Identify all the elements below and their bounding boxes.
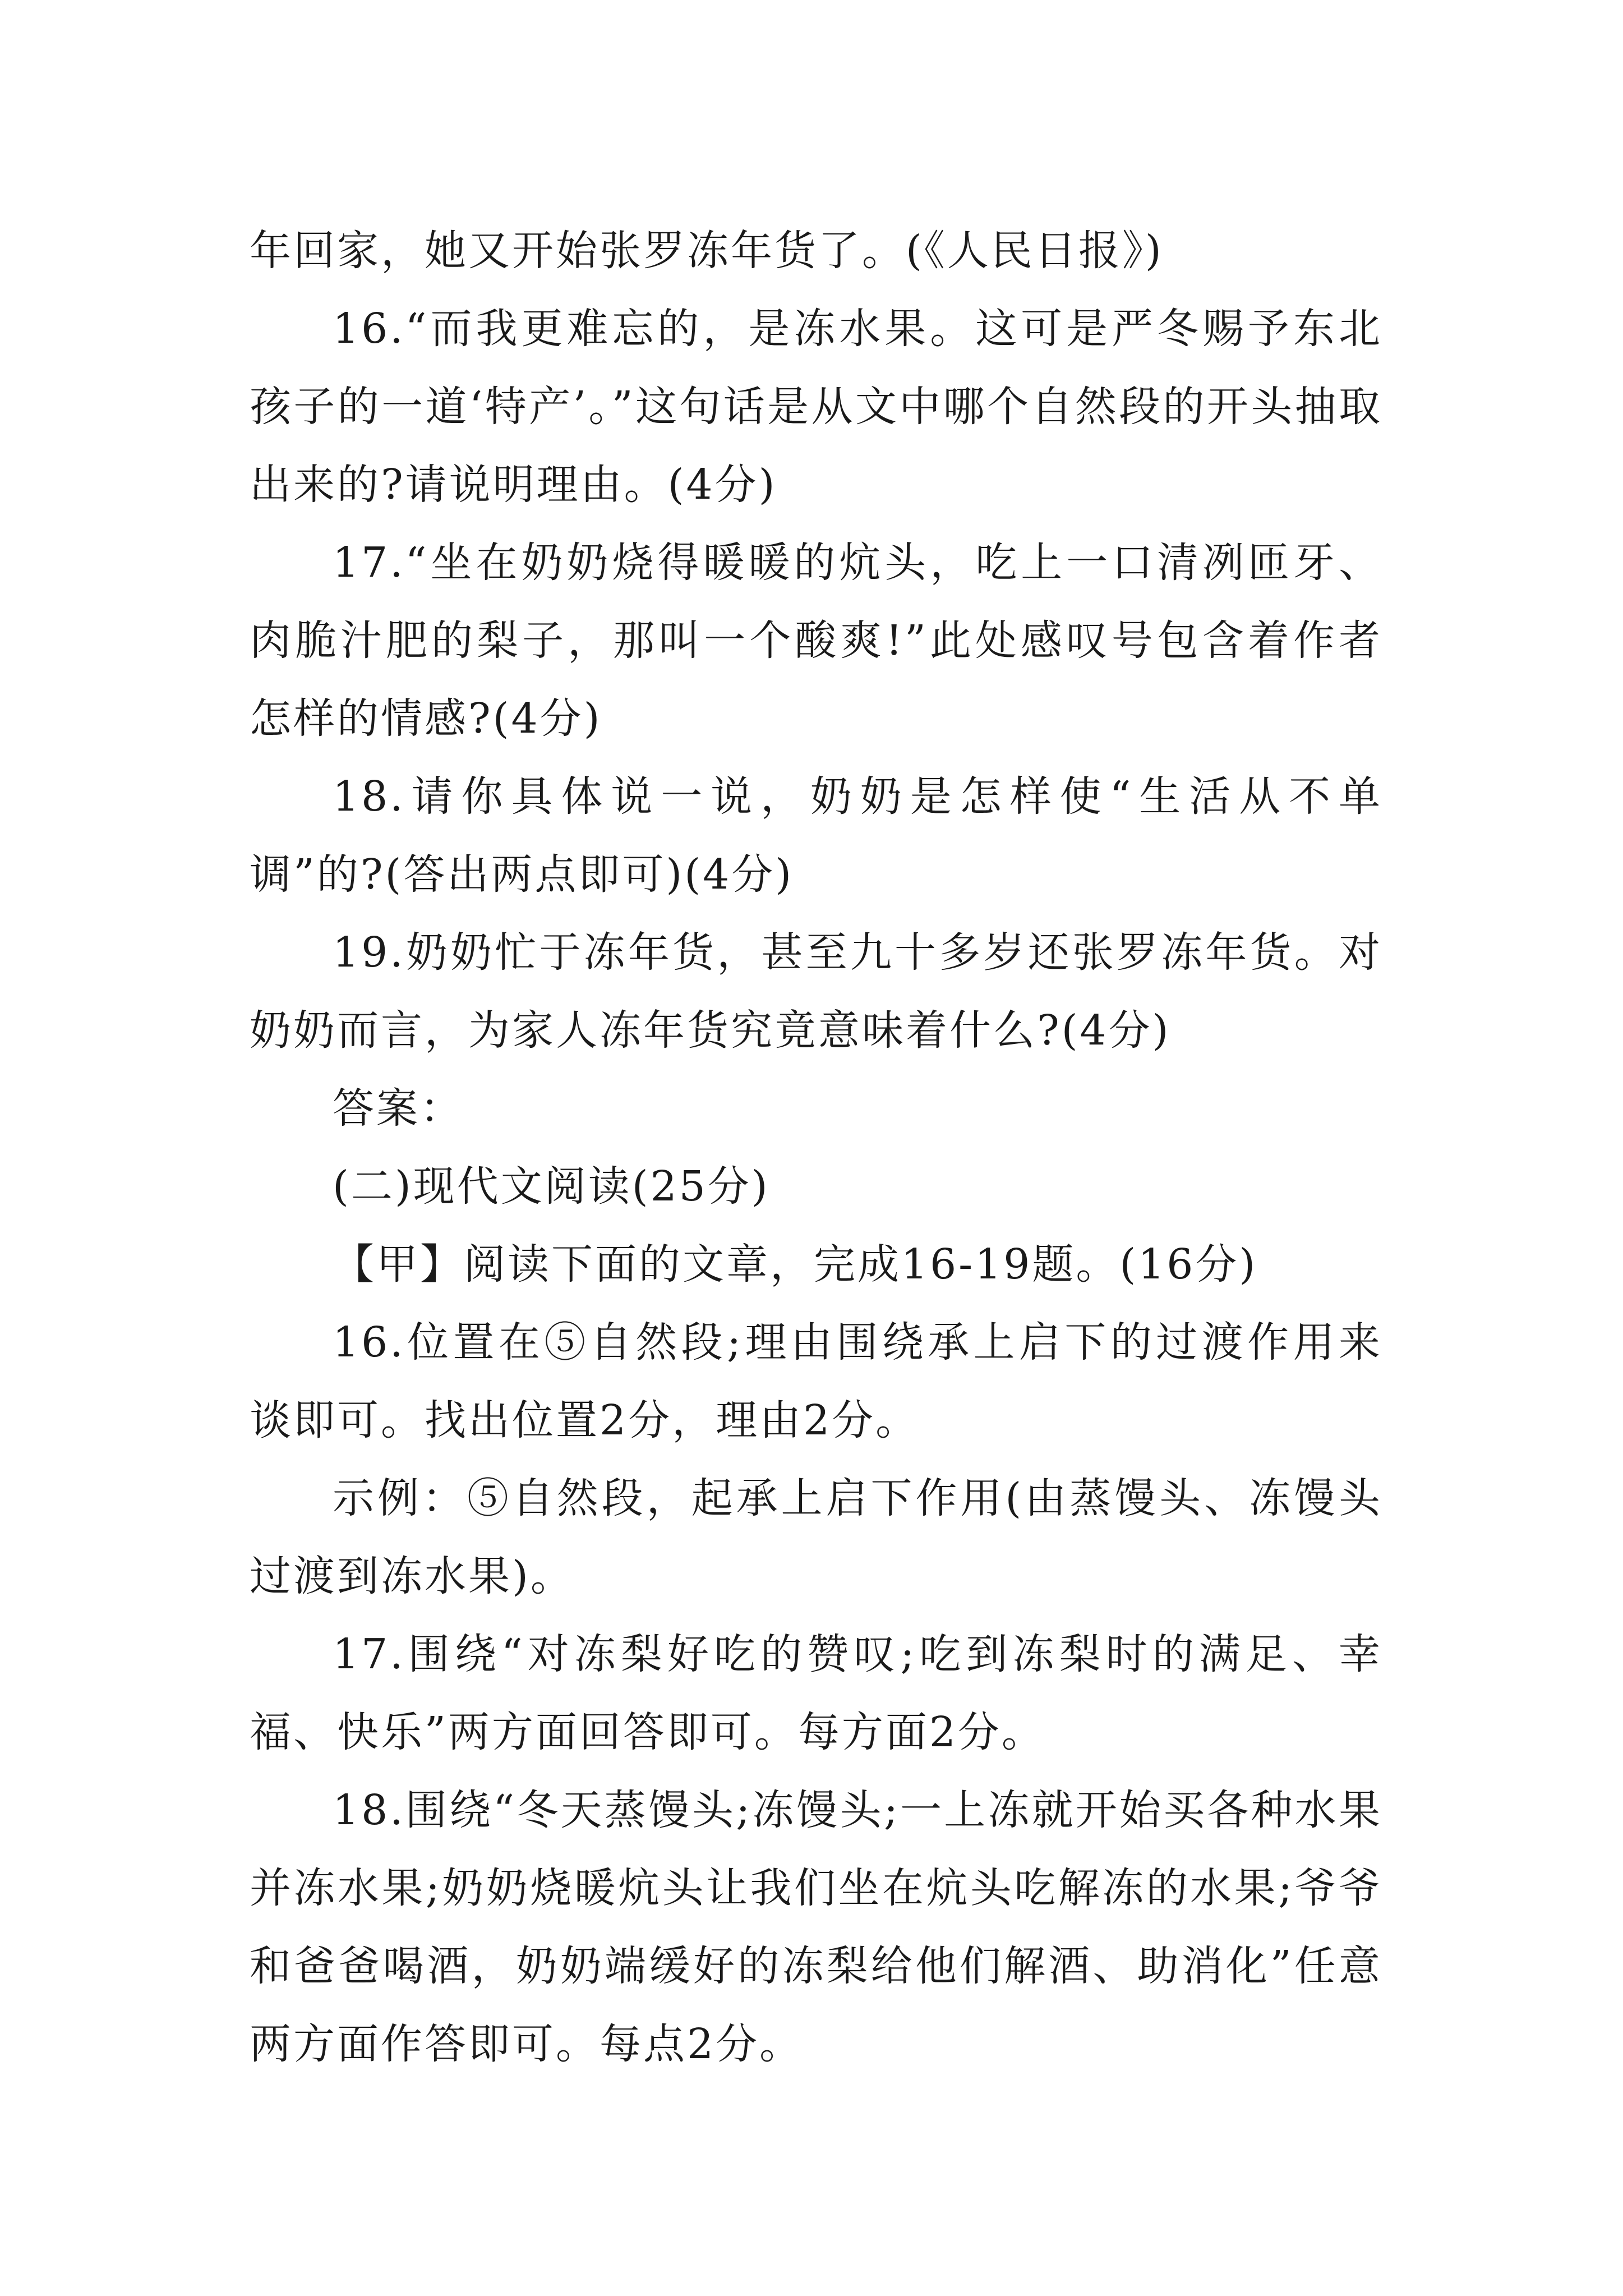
answer-heading: 答案： [333, 1084, 464, 1133]
paragraph-continuation: 年回家，她又开始张罗冻年货了。(《人民日报》) [250, 227, 1164, 275]
document-body [250, 212, 1382, 2083]
question-16: 16.“而我更难忘的，是冻水果。这可是严冬赐予东北孩子的一道‘特产’。”这句话是从文中哪个自然段的开头抽取出来的?请说明理由。(4分) [250, 305, 1382, 509]
question-17: 17.“坐在奶奶烧得暖暖的炕头，吃上一口清冽匝牙、肉脆汁肥的梨子，那叫一个酸爽!”此处感叹号包含着作者怎样的情感?(4分) [250, 539, 1382, 743]
answer-18: 18.围绕“冬天蒸馒头;冻馒头;一上冻就开始买各种水果并冻水果;奶奶烧暖炕头让我们坐在炕头吃解冻的水果;爷爷和爸爸喝酒，奶奶端缓好的冻梨给他们解酒、助消化”任意两方面作答即可。每点2分。 [250, 1786, 1382, 2068]
section-heading: (二)现代文阅读(25分) [333, 1162, 770, 1211]
question-19: 19.奶奶忙于冻年货，甚至九十多岁还张罗冻年货。对奶奶而言，为家人冻年货究竟意味着什么?(4分) [250, 928, 1382, 1055]
answer-17: 17.围绕“对冻梨好吃的赞叹;吃到冻梨时的满足、幸福、快乐”两方面回答即可。每方面2分。 [250, 1630, 1382, 1756]
answer-16-example: 示例：⑤自然段，起承上启下作用(由蒸馒头、冻馒头过渡到冻水果)。 [250, 1474, 1382, 1600]
part-a-heading: 【甲】阅读下面的文章，完成16-19题。(16分) [333, 1240, 1258, 1289]
question-18: 18.请你具体说一说，奶奶是怎样使“生活从不单调”的?(答出两点即可)(4分) [250, 772, 1382, 899]
answer-16: 16.位置在⑤自然段;理由围绕承上启下的过渡作用来谈即可。找出位置2分，理由2分。 [250, 1318, 1382, 1444]
